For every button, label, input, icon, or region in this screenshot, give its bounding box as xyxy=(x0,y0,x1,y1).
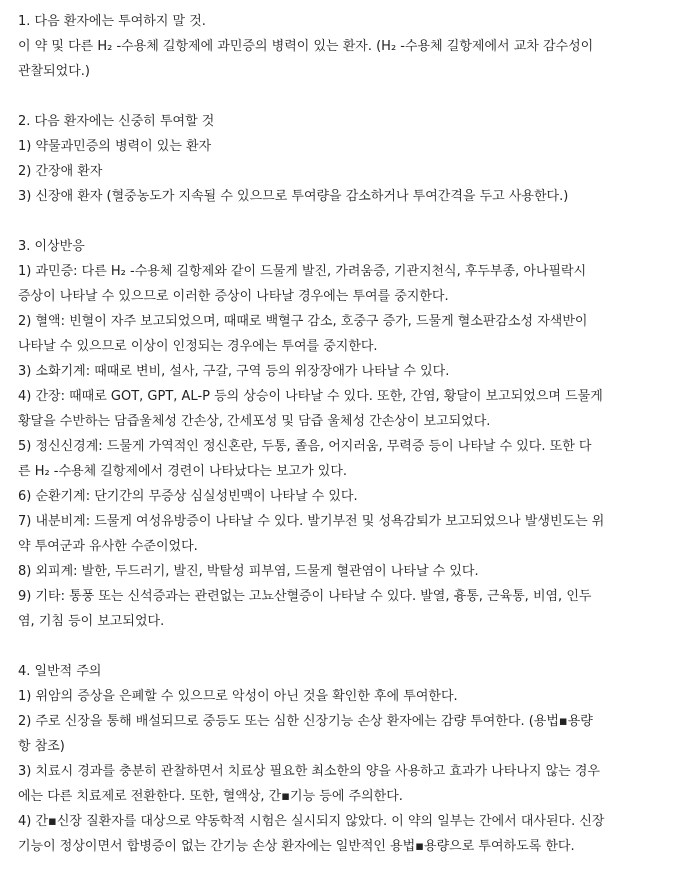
section-adverse-reactions xyxy=(18,234,681,634)
text-line: 관찰되었다.) xyxy=(18,64,90,79)
text-line: 에는 다른 치료제로 전환한다. 또한, 혈액상, 간▪기능 등에 주의한다. xyxy=(18,789,403,804)
text-line: 2) 혈액: 빈혈이 자주 보고되었으며, 때때로 백혈구 감소, 호중구 증가, 드물게 혈소판감소성 자색반이 xyxy=(18,314,588,329)
text-line: 3) 소화기계: 때때로 변비, 설사, 구갈, 구역 등의 위장장애가 나타날 수 있다. xyxy=(18,364,450,379)
section-general-precautions xyxy=(18,659,681,859)
text-line: 황달을 수반하는 담즙울체성 간손상, 간세포성 및 담즙 울체성 간손상이 보고되었다. xyxy=(18,414,491,429)
text-line: 염, 기침 등이 보고되었다. xyxy=(18,614,165,629)
text-line: 증상이 나타날 수 있으므로 이러한 증상이 나타날 경우에는 투여를 중지한다. xyxy=(18,289,449,304)
text-line: 8) 외피계: 발한, 두드러기, 발진, 박탈성 피부염, 드물게 혈관염이 나타날 수 있다. xyxy=(18,564,479,579)
text-line: 1) 과민증: 다른 H₂ -수용체 길항제와 같이 드물게 발진, 가려움증, 기관지천식, 후두부종, 아나필락시 xyxy=(18,264,587,279)
section-heading: 4. 일반적 주의 xyxy=(18,664,102,679)
text-line: 약 투여군과 유사한 수준이었다. xyxy=(18,539,198,554)
text-line: 4) 간▪신장 질환자를 대상으로 약동학적 시험은 실시되지 않았다. 이 약의 일부는 간에서 대사된다. 신장 xyxy=(18,814,605,829)
text-line: 나타날 수 있으므로 이상이 인정되는 경우에는 투여를 중지한다. xyxy=(18,339,378,354)
text-line: 항 참조) xyxy=(18,739,65,754)
text-line: 2) 주로 신장을 통해 배설되므로 중등도 또는 심한 신장기능 손상 환자에는 감량 투여한다. (용법▪용량 xyxy=(18,714,593,729)
text-line: 3) 신장애 환자 (혈중농도가 지속될 수 있으므로 투여량을 감소하거나 투여간격을 두고 사용한다.) xyxy=(18,189,569,204)
section-caution xyxy=(18,109,681,209)
blank-line xyxy=(18,209,681,234)
text-line: 2) 간장애 환자 xyxy=(18,164,103,179)
text-line: 1) 위암의 증상을 은폐할 수 있으므로 악성이 아닌 것을 확인한 후에 투여한다. xyxy=(18,689,458,704)
text-line: 5) 정신신경계: 드물게 가역적인 정신혼란, 두통, 졸음, 어지러움, 무력증 등이 나타날 수 있다. 또한 다 xyxy=(18,439,592,454)
section-heading: 3. 이상반응 xyxy=(18,239,85,254)
section-heading: 1. 다음 환자에는 투여하지 말 것. xyxy=(18,14,206,29)
text-line: 기능이 정상이면서 합병증이 없는 간기능 손상 환자에는 일반적인 용법▪용량으로 투여하도록 한다. xyxy=(18,839,575,854)
blank-line xyxy=(18,634,681,659)
section-contraindications xyxy=(18,9,681,84)
text-line: 1) 약물과민증의 병력이 있는 환자 xyxy=(18,139,212,154)
text-line: 7) 내분비계: 드물게 여성유방증이 나타날 수 있다. 발기부전 및 성욕감퇴가 보고되었으나 발생빈도는 위 xyxy=(18,514,605,529)
blank-line xyxy=(18,84,681,109)
text-line: 이 약 및 다른 H₂ -수용체 길항제에 과민증의 병력이 있는 환자. (H₂ -수용체 길항제에서 교차 감수성이 xyxy=(18,39,594,54)
text-line: 3) 치료시 경과를 충분히 관찰하면서 치료상 필요한 최소한의 양을 사용하고 효과가 나타나지 않는 경우 xyxy=(18,764,600,779)
text-line: 4) 간장: 때때로 GOT, GPT, AL-P 등의 상승이 나타날 수 있다. 또한, 간염, 황달이 보고되었으며 드물게 xyxy=(18,389,603,404)
text-line: 른 H₂ -수용체 길항제에서 경련이 나타났다는 보고가 있다. xyxy=(18,464,348,479)
text-line: 9) 기타: 통풍 또는 신석증과는 관련없는 고뇨산혈증이 나타날 수 있다. 발열, 흉통, 근육통, 비염, 인두 xyxy=(18,589,592,604)
text-line: 6) 순환기계: 단기간의 무증상 심실성빈맥이 나타날 수 있다. xyxy=(18,489,358,504)
section-heading: 2. 다음 환자에는 신중히 투여할 것 xyxy=(18,114,215,129)
